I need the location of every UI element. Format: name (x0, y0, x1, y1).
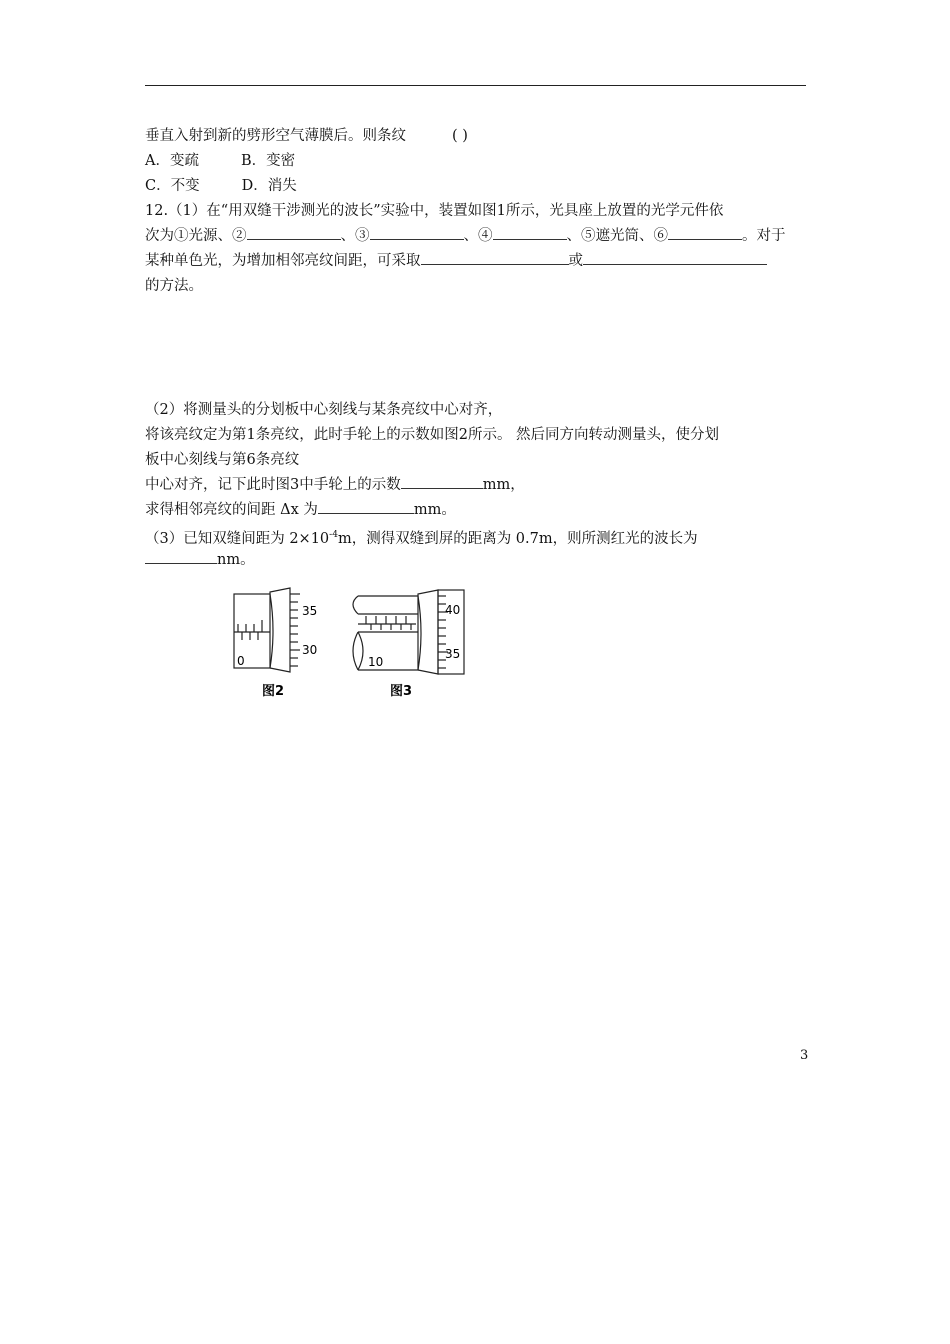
fig2-scale-bottom: 30 (302, 643, 318, 657)
fig3-scale-top: 40 (445, 603, 461, 617)
q12-part3-text: m，测得双缝到屏的距离为 0.7m，则所测红光的波长为 (337, 530, 698, 547)
fig2-caption: 图2 (262, 684, 285, 699)
q11-stem: 垂直入射到新的劈形空气薄膜后。则条纹 (145, 128, 406, 144)
fig3-scale-bottom: 35 (445, 647, 461, 661)
fig3-caption: 图3 (390, 684, 413, 699)
q12-text: 的方法。 (145, 278, 203, 294)
fig3-main-scale: 10 (368, 655, 384, 669)
q12-part2-line-5 (145, 500, 456, 520)
q12-line-4 (145, 276, 203, 296)
q12-part3-line-2 (145, 550, 255, 570)
q12-text: 某种单色光，为增加相邻亮纹间距，可采取 (145, 253, 421, 269)
blank-element-2[interactable] (247, 226, 341, 240)
q11-option-b: B．变密 (240, 153, 296, 169)
q12-line-1 (145, 201, 723, 221)
blank-method-2[interactable] (583, 251, 767, 265)
blank-method-1[interactable] (421, 251, 569, 265)
q12-part1-text: 12.（1）在“用双缝干涉测光的波长”实验中，装置如图1所示，光具座上放置的光学元件依 (145, 203, 724, 219)
q12-text: 次为①光源、② (145, 228, 247, 244)
blank-fig3-reading[interactable] (401, 475, 483, 489)
q11-option-a: A．变疏 (145, 153, 199, 169)
q12-part2-text: 求得相邻亮纹的间距 Δx 为 (145, 502, 318, 518)
q12-part3-text: （3）已知双缝间距为 2×10 (145, 530, 330, 547)
q12-part2-text: 将该亮纹定为第1条亮纹，此时手轮上的示数如图2所示。 然后同方向转动测量头，使分划 (145, 427, 720, 443)
page-number: 3 (800, 1048, 809, 1063)
q11-stem-line (145, 126, 468, 146)
q12-part2-text: mm。 (413, 502, 456, 518)
q12-part2-line-2 (145, 425, 719, 445)
q12-line-3 (145, 251, 767, 271)
q12-part2-line-4 (145, 475, 525, 495)
q12-line-2 (145, 226, 786, 246)
q12-part2-text: mm， (482, 477, 525, 493)
blank-element-3[interactable] (370, 226, 464, 240)
q12-text: 。对于 (742, 228, 786, 244)
q12-part3-line-1 (145, 525, 698, 549)
blank-wavelength[interactable] (145, 550, 217, 564)
q12-text: 、⑤遮光筒、⑥ (566, 228, 668, 244)
q12-part2-line-1 (145, 400, 502, 420)
header-rule (145, 85, 806, 86)
figure-3-micrometer (346, 584, 476, 704)
fig2-main-scale: 0 (237, 654, 245, 668)
q11-options-cd (145, 176, 297, 196)
q12-part2-text: 板中心刻线与第6条亮纹 (145, 452, 300, 468)
q12-text: 、④ (463, 228, 493, 244)
q11-options-ab (145, 151, 295, 171)
blank-element-6[interactable] (668, 226, 742, 240)
q12-part2-text: 中心对齐，记下此时图3中手轮上的示数 (145, 477, 401, 493)
fig2-scale-top: 35 (302, 604, 318, 618)
exponent: -4 (329, 530, 338, 540)
q12-part2-text: （2）将测量头的分划板中心刻线与某条亮纹中心对齐， (145, 402, 503, 418)
blank-element-4[interactable] (493, 226, 567, 240)
q12-text: 或 (568, 253, 583, 269)
q11-option-c: C．不变 (145, 178, 200, 194)
q12-text: 、③ (340, 228, 370, 244)
blank-delta-x[interactable] (318, 500, 414, 514)
q12-part2-line-3 (145, 450, 299, 470)
figure-2-micrometer (228, 584, 328, 704)
q11-option-d: D．消失 (241, 178, 297, 194)
q11-answer-paren: ( ) (452, 128, 468, 144)
q12-part3-text: nm。 (217, 552, 255, 568)
